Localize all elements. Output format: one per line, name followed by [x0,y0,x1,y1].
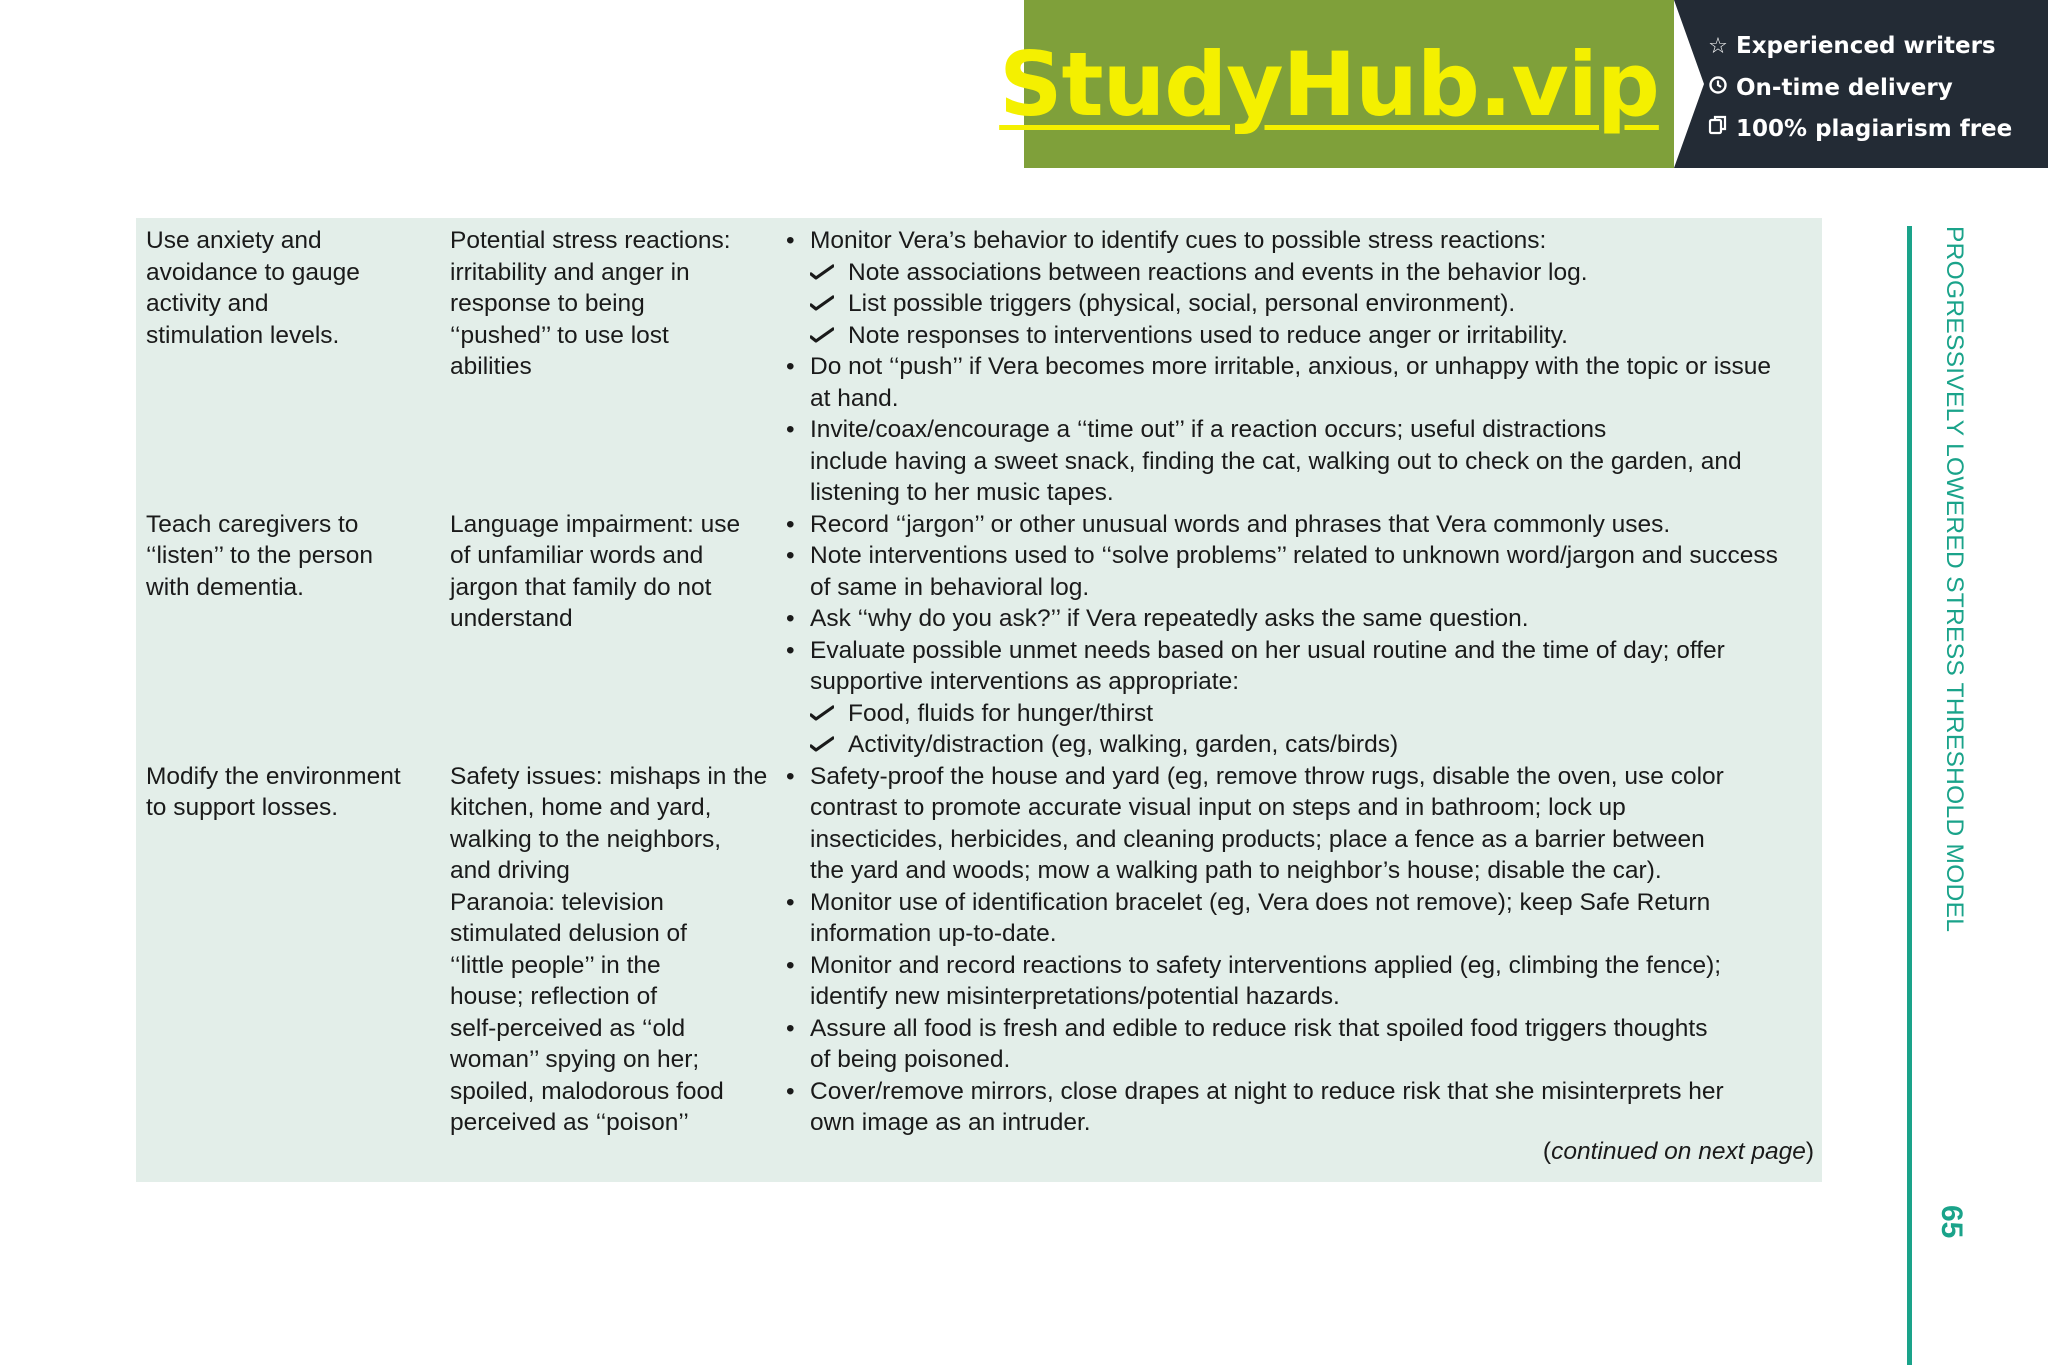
intervention-line: of being poisoned. [810,1046,1011,1073]
issue-line: understand [450,605,573,632]
intervention-line: Note responses to interventions used to reduce anger or irritability. [848,321,1568,349]
bullet-icon: • [786,762,795,790]
intervention-line: Monitor and record reactions to safety interventions applied (eg, climbing the fence); [810,951,1722,979]
care-plan-table [136,218,1822,1182]
intervention-item [786,1076,1816,1139]
intervention-line: Ask ‘‘why do you ask?’’ if Vera repeatedly asks the same question. [810,605,1529,632]
intervention-line: supportive interventions as appropriate: [810,668,1240,695]
intervention-line: Food, fluids for hunger/thirst [848,699,1154,727]
page-number: 65 [1935,1205,1968,1239]
intervention-line: identify new misinterpretations/potential hazards. [810,983,1340,1010]
intervention-line: insecticides, herbicides, and cleaning products; place a fence as a barrier between [810,825,1705,853]
banner-feature-list [1706,26,2012,151]
intervention-line: Assure all food is fresh and edible to reduce risk that spoiled food triggers thoughts [810,1014,1708,1042]
intervention-line: contrast to promote accurate visual input on steps and in bathroom; lock up [810,794,1626,821]
intervention-item [786,414,1816,509]
checkmark-icon [810,320,840,354]
goal-line: to support losses. [146,794,339,821]
intervention-item [786,950,1816,1013]
goal-line: Use anxiety and [146,227,322,254]
issue-line: woman’’ spying on her; [450,1046,700,1073]
intervention-line: listening to her music tapes. [810,479,1114,506]
intervention-item [786,351,1816,414]
issue-line: kitchen, home and yard, [450,794,712,821]
feature-item [1706,26,2012,68]
issue-line: abilities [450,353,532,380]
issue-line: walking to the neighbors, [450,825,722,853]
banner-logo-panel [999,0,1674,168]
running-head-title: PROGRESSIVELY LOWERED STRESS THRESHOLD MODEL [1941,226,1968,933]
bullet-icon: • [786,888,795,916]
intervention-line: Note interventions used to ‘‘solve problems’’ related to unknown word/jargon and success [810,542,1778,569]
bullet-icon: • [786,951,795,979]
intervention-item [786,761,1816,887]
issue-line: Paranoia: television [450,888,664,916]
intervention-line: information up-to-date. [810,920,1057,947]
bullet-icon: • [786,416,795,443]
bullet-icon: • [786,636,795,664]
bullet-icon: • [786,353,795,380]
goal-line: ‘‘listen’’ to the person [146,542,373,569]
intervention-line: Evaluate possible unmet needs based on her usual routine and the time of day; offer [810,636,1725,664]
issue-line: perceived as ‘‘poison’’ [450,1109,689,1136]
continued-note [1543,1138,1814,1166]
intervention-line: Note associations between reactions and events in the behavior log. [848,258,1588,286]
intervention-line: include having a sweet snack, finding the cat, walking out to check on the garden, and [810,447,1742,475]
intervention-line: at hand. [810,384,899,412]
issue-cell [450,761,767,887]
intervention-item [786,509,1816,541]
goal-line: with dementia. [146,573,304,601]
bullet-icon: • [786,510,795,538]
intervention-subitem [786,320,1816,352]
intervention-item [786,225,1816,257]
issue-line: ‘‘pushed’’ to use lost [450,321,669,349]
intervention-item [786,1013,1816,1076]
studyhub-logo: StudyHub.vip [999,32,1659,136]
checkmark-icon [810,288,840,322]
issue-line: of unfamiliar words and [450,542,704,569]
intervention-line: own image as an intruder. [810,1109,1091,1136]
goal-line: stimulation levels. [146,321,340,349]
feature-label: Experienced writers [1736,33,1996,59]
feature-item [1706,109,2012,151]
intervention-item [786,540,1816,603]
intervention-line: the yard and woods; mow a walking path to neighbor’s house; disable the car). [810,857,1662,884]
copy-icon [1706,109,1730,151]
issue-line: self-perceived as ‘‘old [450,1014,686,1042]
intervention-subitem [786,698,1816,730]
goal-line: Modify the environment [146,762,401,790]
issue-line: jargon that family do not [450,573,712,601]
feature-item [1706,68,2012,110]
intervention-line: Record ‘‘jargon’’ or other unusual words and phrases that Vera commonly uses. [810,510,1671,538]
intervention-line: of same in behavioral log. [810,573,1090,601]
issue-line: irritability and anger in [450,258,690,286]
intervention-subitem [786,257,1816,289]
continued-text: continued on next page [1551,1138,1806,1165]
intervention-line: Invite/coax/encourage a ‘‘time out’’ if a reaction occurs; useful distractions [810,416,1607,443]
bullet-icon: • [786,227,795,254]
goal-line: Teach caregivers to [146,510,359,538]
side-rule [1907,226,1912,1365]
issue-line: ‘‘little people’’ in the [450,951,661,979]
intervention-line: Cover/remove mirrors, close drapes at night to reduce risk that she misinterprets her [810,1077,1724,1105]
continued-close: ) [1805,1138,1814,1165]
checkmark-icon [810,698,840,732]
issue-line: spoiled, malodorous food [450,1077,724,1105]
intervention-line: Monitor use of identification bracelet (eg, Vera does not remove); keep Safe Return [810,888,1711,916]
issue-cell [450,225,731,383]
intervention-subitem [786,729,1816,761]
goal-line: activity and [146,290,269,317]
intervention-line: Do not ‘‘push’’ if Vera becomes more irritable, anxious, or unhappy with the topic or issue [810,353,1772,380]
issue-line: and driving [450,857,570,884]
feature-label: 100% plagiarism free [1736,116,2013,142]
goal-cell [146,761,401,824]
intervention-line: Monitor Vera’s behavior to identify cues to possible stress reactions: [810,227,1547,254]
star-outline-icon: ☆ [1708,34,1728,59]
issue-line: house; reflection of [450,983,658,1010]
intervention-line: Safety-proof the house and yard (eg, remove throw rugs, disable the oven, use color [810,762,1724,790]
interventions-column [786,225,1816,1139]
intervention-line: Activity/distraction (eg, walking, garden, cats/birds) [848,731,1399,758]
issue-cell [450,509,740,635]
bullet-icon: • [786,1014,795,1042]
intervention-subitem [786,288,1816,320]
issue-line: Safety issues: mishaps in the [450,762,768,790]
intervention-item [786,635,1816,698]
intervention-line: List possible triggers (physical, social, personal environment). [848,290,1516,317]
issue-line: Potential stress reactions: [450,227,731,254]
goal-cell [146,225,360,351]
continued-open: ( [1542,1138,1552,1165]
issue-line: Language impairment: use [450,510,741,538]
bullet-icon: • [786,542,795,569]
issue-line: response to being [450,290,645,317]
bullet-icon: • [786,1077,795,1105]
intervention-item [786,603,1816,635]
checkmark-icon [810,729,840,763]
issue-cell [450,887,724,1139]
feature-label: On-time delivery [1736,74,1953,101]
goal-line: avoidance to gauge [146,258,360,286]
bullet-icon: • [786,605,795,632]
checkmark-icon [810,257,840,291]
studyhub-banner[interactable] [999,0,2048,168]
clock-icon [1706,68,1730,110]
issue-line: stimulated delusion of [450,920,687,947]
intervention-item [786,887,1816,950]
goal-cell [146,509,373,604]
